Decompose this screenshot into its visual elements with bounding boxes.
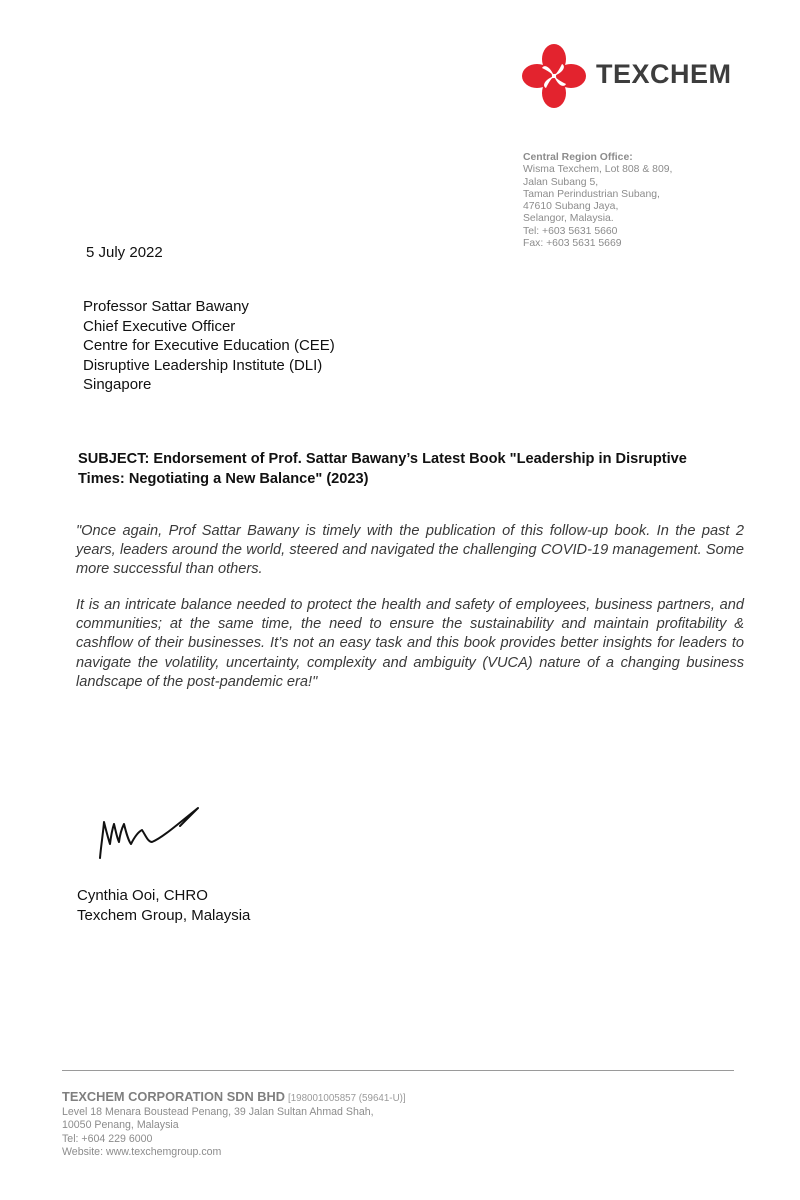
company-logo bbox=[520, 42, 740, 108]
recipient-title: Chief Executive Officer bbox=[83, 317, 236, 335]
recipient-name: Professor Sattar Bawany bbox=[83, 298, 249, 315]
footer-block bbox=[62, 1090, 406, 1160]
signatory-name: Cynthia Ooi, CHRO bbox=[77, 887, 208, 904]
office-address-block bbox=[523, 152, 743, 250]
footer-phone: Tel: +604 229 6000 bbox=[62, 1132, 153, 1145]
footer-company-name: TEXCHEM CORPORATION SDN BHD bbox=[62, 1089, 286, 1104]
body-paragraph: "Once again, Prof Sattar Bawany is timely with the publication of this follow-up book. In the past 2 years, leaders around the world, steered and navigated the challenging COVID-19 management. Some more successful than others. bbox=[76, 523, 744, 578]
body-paragraph: It is an intricate balance needed to protect the health and safety of employees, business partners, and communities; at the same time, the need to ensure the sustainability and maintain profitability & cashflow of their businesses. It’s not an easy task and this book provides better insights for leaders to navigate the volatility, uncertainty, complexity and ambiguity (VUCA) nature of a changing business landscape of the post-pandemic era!" bbox=[76, 597, 744, 690]
recipient-country: Singapore bbox=[83, 376, 152, 394]
office-phone: Tel: +603 5631 5660 bbox=[523, 225, 618, 237]
letter-date: 5 July 2022 bbox=[86, 244, 163, 261]
office-address-line: Jalan Subang 5, bbox=[523, 176, 599, 188]
subject-line: SUBJECT: Endorsement of Prof. Sattar Bawany’s Latest Book "Leadership in Disruptive Times: Negotiating a New Balance" (2023) bbox=[78, 451, 687, 487]
office-address-line: Taman Perindustrian Subang, bbox=[523, 188, 660, 200]
footer-company-line bbox=[62, 1090, 406, 1106]
footer-address-line: Level 18 Menara Boustead Penang, 39 Jalan Sultan Ahmad Shah, bbox=[62, 1105, 374, 1118]
footer-website: Website: www.texchemgroup.com bbox=[62, 1146, 222, 1159]
office-fax: Fax: +603 5631 5669 bbox=[523, 238, 622, 250]
office-address-line: Wisma Texchem, Lot 808 & 809, bbox=[523, 164, 673, 176]
footer-registration: [198001005857 (59641-U)] bbox=[287, 1093, 406, 1104]
handwritten-signature bbox=[94, 802, 206, 869]
office-address-line: Selangor, Malaysia. bbox=[523, 213, 614, 225]
texchem-logo-mark-icon bbox=[520, 42, 588, 110]
logo-wordmark: TEXCHEM bbox=[596, 59, 732, 89]
recipient-block bbox=[83, 297, 335, 395]
office-address-line: 47610 Subang Jaya, bbox=[523, 201, 619, 213]
footer-address-line: 10050 Penang, Malaysia bbox=[62, 1119, 179, 1132]
signatory-block bbox=[77, 886, 250, 925]
recipient-organization: Disruptive Leadership Institute (DLI) bbox=[83, 356, 323, 374]
recipient-organization: Centre for Executive Education (CEE) bbox=[83, 337, 335, 355]
office-heading: Central Region Office: bbox=[523, 152, 633, 163]
signatory-company: Texchem Group, Malaysia bbox=[77, 906, 251, 924]
footer-divider bbox=[62, 1070, 734, 1071]
